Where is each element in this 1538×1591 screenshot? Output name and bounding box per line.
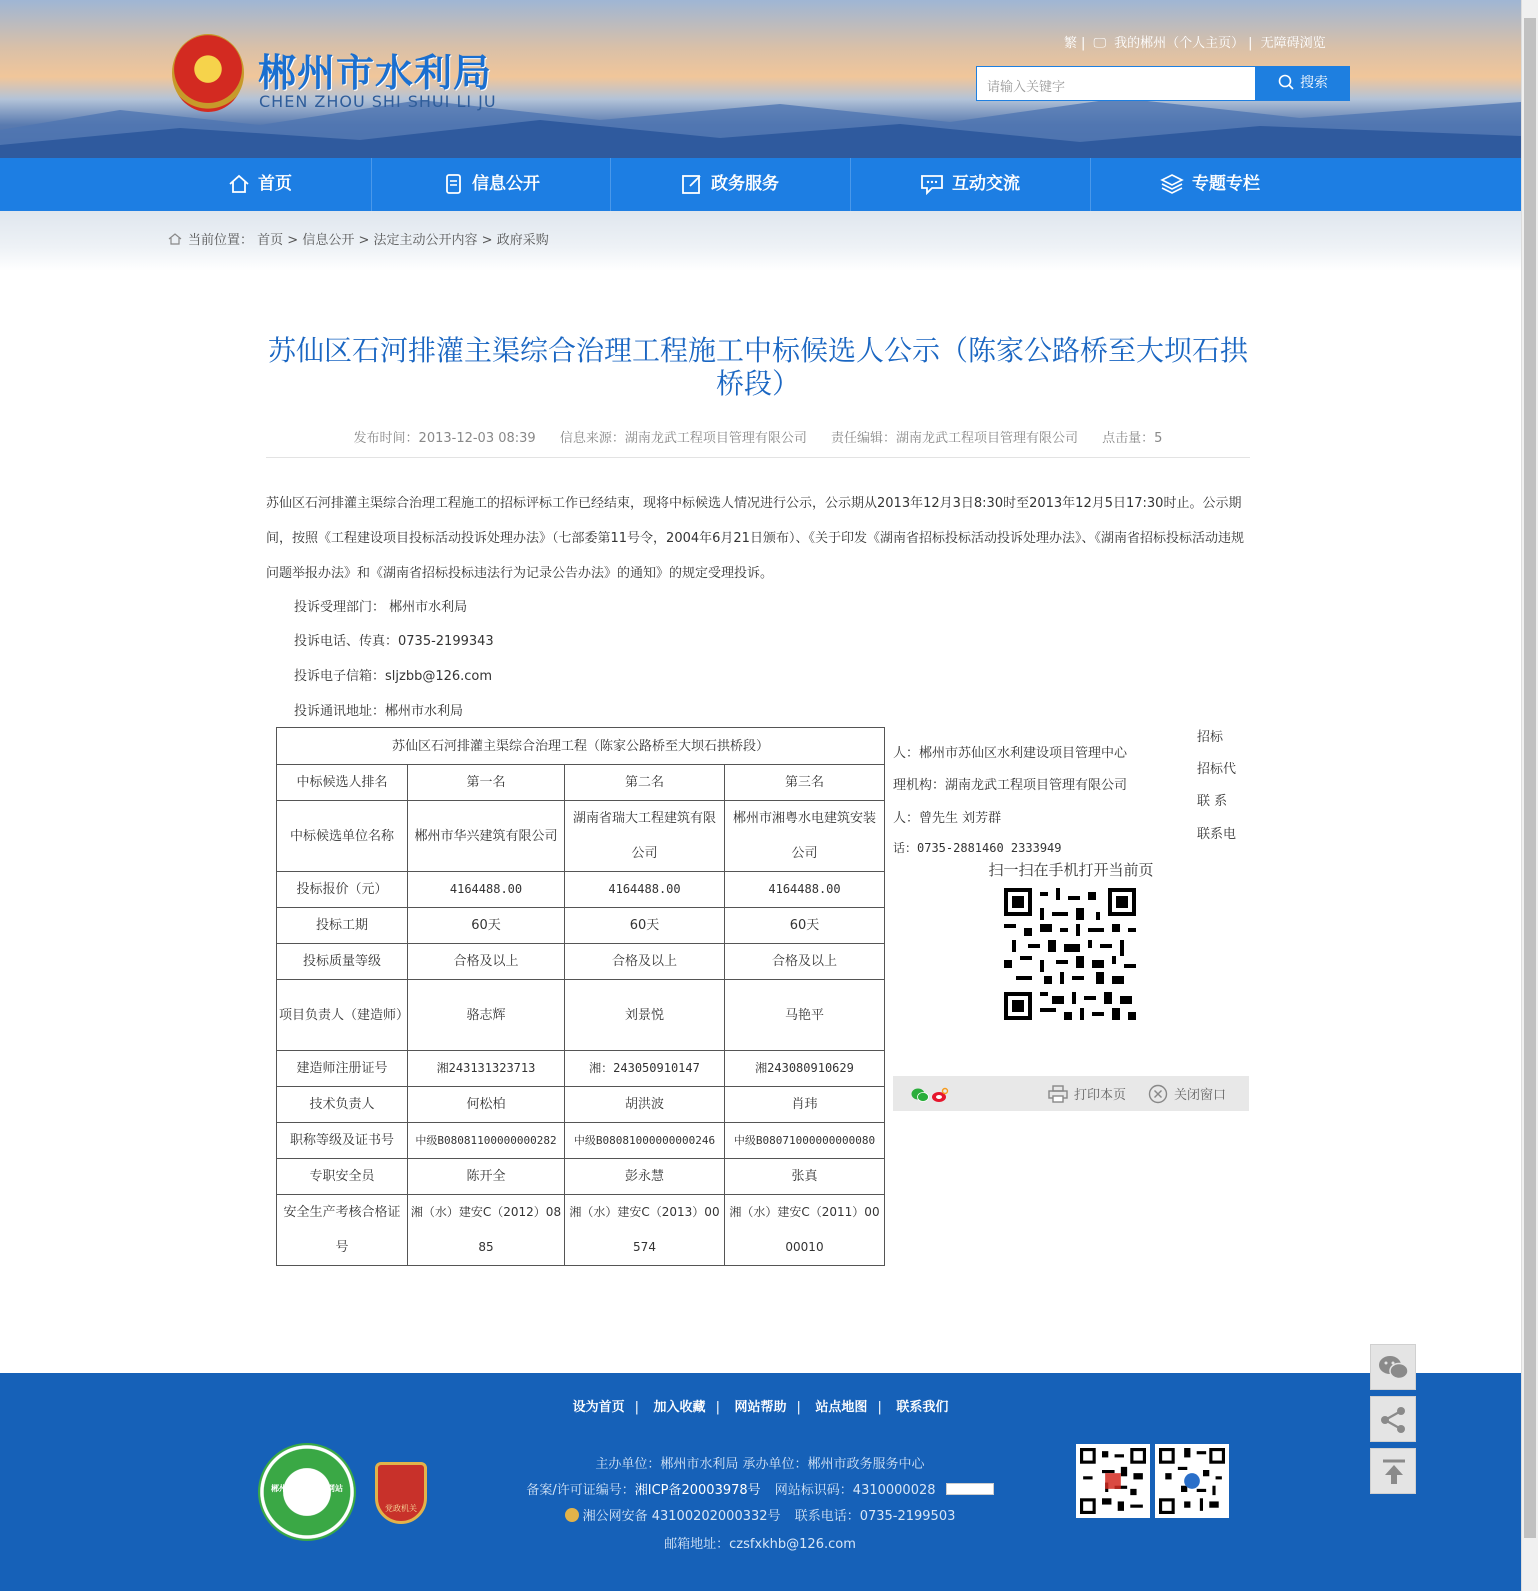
footer-police: 湘公网安备 43100202000332号 联系电话：0735-2199503 — [440, 1505, 1080, 1524]
footer-qr-code-1 — [1076, 1444, 1150, 1518]
breadcrumb-info-public[interactable]: 信息公开 — [302, 233, 355, 248]
editor: 责任编辑：湖南龙武工程项目管理有限公司 — [831, 431, 1079, 446]
article-intro: 苏仙区石河排灌主渠综合治理工程施工的招标评标工作已经结束，现将中标候选人情况进行公示，公示期从2013年12月3日8:30时至2013年12月5日17:30时止。公示期间，按照《工程建设项目投标活动投诉处理办法》（七部委第11号令，2004年6月21日颁布）、《关于印发《湖南省招标投标活动投诉处理办法》、《湖南省招标投标活动违规问题举报办法》和《湖南省招标投标违法行为记录公告办法》的通知》的规定受理投诉。 — [266, 496, 1244, 581]
home-icon — [228, 173, 250, 195]
monitor-icon: 🖵 — [1093, 36, 1107, 51]
edit-icon — [681, 173, 703, 195]
tenderer-line: 人：郴州市苏仙区水利建设项目管理中心 — [893, 746, 1128, 761]
breadcrumb-home[interactable]: 首页 — [257, 233, 284, 248]
table-header-cell: 中标候选人排名 — [277, 765, 408, 801]
table-row: 安全生产考核合格证号 湘（水）建安C（2012）0885 湘（水）建安C（2013）00574 湘（水）建安C（2011）0000010 — [277, 1195, 885, 1266]
main-nav — [0, 158, 1521, 211]
national-emblem-logo[interactable] — [172, 34, 244, 112]
footer-link-help[interactable]: 网站帮助 — [734, 1400, 787, 1415]
table-header-cell: 第三名 — [725, 765, 885, 801]
article-meta — [266, 427, 1250, 446]
site-title[interactable]: 郴州市水利局 — [258, 51, 493, 95]
traditional-chinese-link[interactable]: 繁 — [1064, 36, 1078, 51]
footer-links: 设为首页 | 加入收藏 | 网站帮助 | 站点地图 | 联系我们 — [572, 1400, 949, 1415]
nav-special-topics[interactable]: 专题专栏 — [1091, 158, 1329, 211]
qr-caption: 扫一扫在手机打开当前页 — [988, 861, 1154, 879]
footer-sponsor: 主办单位：郴州市水利局 承办单位：郴州市政务服务中心 — [595, 1457, 925, 1472]
label-tender: 招标 — [1197, 730, 1224, 745]
table-row: 项目负责人（建造师） 骆志辉 刘景悦 马艳平 — [277, 980, 885, 1051]
footer-qr-code-2 — [1155, 1444, 1229, 1518]
publish-time: 发布时间：2013-12-03 08:39 — [353, 431, 536, 446]
police-badge-icon — [565, 1508, 579, 1522]
article-title: 苏仙区石河排灌主渠综合治理工程施工中标候选人公示（陈家公路桥至大坝石拱桥段） — [267, 334, 1248, 400]
civilized-website-badge[interactable] — [258, 1443, 356, 1541]
table-row: 投标质量等级 合格及以上 合格及以上 合格及以上 — [277, 944, 885, 980]
float-back-to-top-button[interactable] — [1370, 1448, 1416, 1494]
info-source: 信息来源：湖南龙武工程项目管理有限公司 — [559, 431, 807, 446]
chat-icon — [920, 173, 944, 195]
table-caption: 苏仙区石河排灌主渠综合治理工程（陈家公路桥至大坝石拱桥段） — [277, 728, 885, 765]
table-row: 技术负责人 何松柏 胡洪波 肖玮 — [277, 1087, 885, 1123]
nav-info-public[interactable]: 信息公开 — [372, 158, 610, 211]
table-row: 投标工期 60天 60天 60天 — [277, 908, 885, 944]
contact-line: 人：曾先生 刘芳群 — [893, 811, 1002, 826]
float-wechat-button[interactable] — [1370, 1344, 1416, 1390]
accessibility-link[interactable]: 无障碍浏览 — [1260, 36, 1326, 51]
page-scrollbar[interactable] — [1521, 0, 1538, 1591]
print-button[interactable]: 打印本页 — [1048, 1084, 1126, 1103]
breadcrumb: 当前位置： 首页 > 信息公开 > 法定主动公开内容 > 政府采购 — [168, 229, 549, 248]
footer-link-favorite[interactable]: 加入收藏 — [653, 1400, 706, 1415]
view-count: 点击量：5 — [1102, 431, 1163, 446]
table-row: 投标报价（元） 4164488.00 4164488.00 4164488.00 — [277, 872, 885, 908]
printer-icon — [1048, 1085, 1068, 1103]
my-chenzhou-link[interactable]: 我的郴州（个人主页） — [1114, 36, 1245, 51]
cnzz-badge-icon[interactable] — [946, 1483, 994, 1495]
breadcrumb-statutory[interactable]: 法定主动公开内容 — [373, 233, 478, 248]
table-header-cell: 第二名 — [565, 765, 725, 801]
complaint-phone: 投诉电话、传真：0735-2199343 — [294, 634, 494, 649]
agency-line: 理机构：湖南龙武工程项目管理有限公司 — [893, 778, 1128, 793]
table-row: 职称等级及证书号 中级B08081100000000282 中级B08081000000000246 中级B08071000000000080 — [277, 1123, 885, 1159]
complaint-address: 投诉通讯地址：郴州市水利局 — [294, 704, 464, 719]
badge-civilized-text: 郴州市创建文明网站 — [271, 1484, 343, 1493]
label-phone: 联系电 — [1197, 827, 1237, 842]
label-agency: 招标代 — [1197, 762, 1237, 777]
footer-icp: 备案/许可证编号：湘ICP备20003978号 网站标识码：4310000028 — [440, 1479, 1080, 1498]
complaint-dept: 投诉受理部门： 郴州市水利局 — [294, 600, 468, 615]
phone-line: 话：0735-2881460 2333949 — [893, 841, 1062, 855]
page-qr-code — [1004, 888, 1136, 1020]
label-contact: 联 系 — [1197, 794, 1228, 809]
share-icon — [1379, 1405, 1409, 1435]
search-button[interactable]: 搜索 — [1256, 66, 1350, 101]
footer-email: 邮箱地址：czsfxkhb@126.com — [664, 1537, 856, 1552]
layers-icon — [1160, 173, 1184, 195]
nav-gov-service[interactable]: 政务服务 — [611, 158, 849, 211]
home-icon — [168, 232, 182, 246]
nav-home[interactable]: 首页 — [150, 158, 370, 211]
weibo-icon[interactable] — [931, 1087, 949, 1103]
search-input[interactable]: 请输入关键字 — [976, 66, 1256, 101]
close-window-button[interactable]: 关闭窗口 — [1148, 1084, 1226, 1104]
float-share-button[interactable] — [1370, 1396, 1416, 1442]
search-icon — [1278, 74, 1294, 90]
document-icon — [442, 173, 464, 195]
scrollbar-thumb[interactable] — [1524, 18, 1536, 1538]
site-subtitle: CHEN ZHOU SHI SHUI LI JU — [259, 92, 497, 111]
table-row: 中标候选单位名称 郴州市华兴建筑有限公司 湖南省瑞大工程建筑有限公司 郴州市湘粤水电建筑安装公司 — [277, 801, 885, 872]
top-links: 繁 | 🖵 我的郴州（个人主页） | 无障碍浏览 — [1064, 36, 1326, 51]
close-icon — [1148, 1084, 1168, 1104]
nav-interaction[interactable]: 互动交流 — [851, 158, 1089, 211]
bid-candidates-table — [276, 727, 885, 1266]
footer-link-homepage[interactable]: 设为首页 — [572, 1400, 625, 1415]
table-header-cell: 第一名 — [408, 765, 565, 801]
back-to-top-icon — [1380, 1458, 1408, 1486]
wechat-icon — [1378, 1354, 1410, 1382]
divider — [266, 457, 1250, 458]
icp-link[interactable]: 湘ICP备20003978号 — [634, 1483, 761, 1498]
complaint-email: 投诉电子信箱：sljzbb@126.com — [294, 669, 493, 684]
table-row: 专职安全员 陈开全 彭永慧 张真 — [277, 1159, 885, 1195]
party-gov-badge[interactable] — [375, 1462, 427, 1524]
breadcrumb-gov-procurement[interactable]: 政府采购 — [496, 233, 549, 248]
footer-link-sitemap[interactable]: 站点地图 — [815, 1400, 868, 1415]
footer-link-contact[interactable]: 联系我们 — [896, 1400, 949, 1415]
table-row: 建造师注册证号 湘243131323713 湘：243050910147 湘243080910629 — [277, 1051, 885, 1087]
badge-party-text: 党政机关 — [385, 1504, 417, 1513]
wechat-icon[interactable] — [911, 1087, 929, 1103]
